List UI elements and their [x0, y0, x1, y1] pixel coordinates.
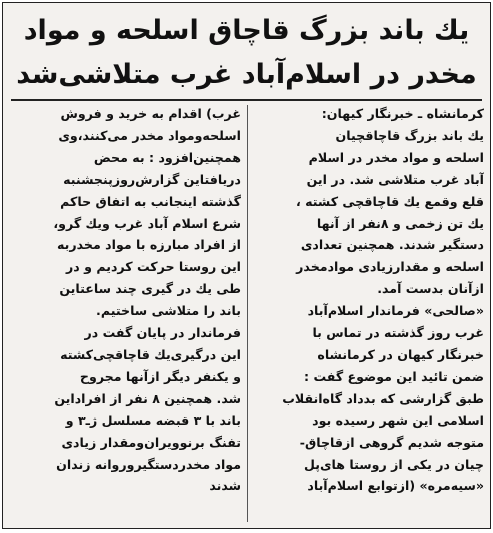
article-line: متوجه شدیم گروهی ازقاچاق-: [299, 434, 484, 450]
article-line: اسلحه و مقدارزیادی موادمخدر: [296, 259, 484, 275]
article-line: اسلحه‌ومواد مخدر می‌كنند،وی: [58, 127, 241, 143]
article-line: فرماندار در پایان گفت در: [84, 325, 241, 341]
article-line: این درگیری‌یك قاچاقچی‌كشته: [60, 346, 241, 362]
article-line: شدند: [209, 478, 241, 494]
article-line: طبق گزارشی كه بدداد گاه‌انقلاب: [282, 390, 484, 406]
article-line: دستگیر شدند. همچنین تعدادی: [300, 237, 484, 253]
article-line: ازآنان بدست آمد.: [377, 281, 484, 297]
article-line: تفنگ برنوویران‌ومقدار زیادی: [61, 434, 241, 450]
article-line: آباد غرب متلاشی شد. در این: [306, 171, 484, 187]
article-line: غرب روز گذشته در تماس با: [312, 325, 484, 341]
article-line: و یكنفر دیگر ازآنها مجروح: [79, 368, 241, 384]
article-line: گذشته اینجانب به اتفاق حاكم: [60, 193, 241, 209]
article-line: یك باند بزرگ قاچاقچیان: [335, 127, 484, 143]
headline-rule: [11, 99, 482, 101]
article-line: از افراد مبارزه با مواد مخدربه: [57, 237, 241, 253]
article-line: باند را متلاشی ساختیم.: [96, 303, 241, 319]
article-line: كرمانشاه ـ خبرنگار كیهان:: [321, 106, 484, 121]
article-column-left: [9, 103, 241, 524]
article-line: این روستا حركت كردیم و در: [66, 259, 241, 275]
article-line: شد. همچنین ۸ نفر از افراداین: [54, 390, 241, 406]
article-line: یك تن زخمی و ۸نفر از آنها: [316, 215, 484, 231]
article-line: طی یك در گیری چند ساعتاین: [59, 281, 241, 297]
newspaper-clipping: [2, 2, 491, 529]
article-line: دریافتاین گزارش‌روزپنجشنبه: [63, 171, 241, 187]
article-line: خبرنگار كیهان در كرمانشاه: [317, 346, 484, 362]
article-line: قلع وقمع یك قاچاقچی كشته ،: [295, 193, 484, 209]
article-line: اسلامی این شهر رسیده بود: [312, 412, 484, 428]
headline-line-1: یك باند بزرگ قاچاق اسلحه و مواد: [23, 15, 470, 46]
article-line: باند با ۳ قبضه مسلسل ژ‌ـ۳ و: [65, 412, 241, 428]
article-line: چیان در یكی از روستا های‌پل: [304, 456, 484, 472]
article-line: همچنین‌افزود : به محض: [93, 149, 241, 165]
article-line: «سیه‌مره» (ازتوابع اسلام‌آباد: [307, 478, 484, 494]
column-separator: [247, 105, 248, 522]
headline-line-2: مخدر در اسلام‌آباد غرب متلاشی‌شد: [16, 59, 477, 90]
article-line: «صالحی» فرماندار اسلام‌آباد: [307, 303, 484, 319]
article-line: غرب) اقدام به خرید و فروش: [60, 106, 241, 121]
article-line: اسلحه و مواد مخدر در اسلام: [308, 149, 484, 165]
article-line: مواد مخدردستگیروروانه زندان: [56, 456, 241, 472]
article-column-right: [252, 103, 484, 524]
article-line: ضمن تائید این موضوع گفت :: [304, 368, 484, 384]
article-line: شرع اسلام آباد غرب ویك گرو،: [53, 215, 241, 231]
headline: [9, 9, 484, 99]
